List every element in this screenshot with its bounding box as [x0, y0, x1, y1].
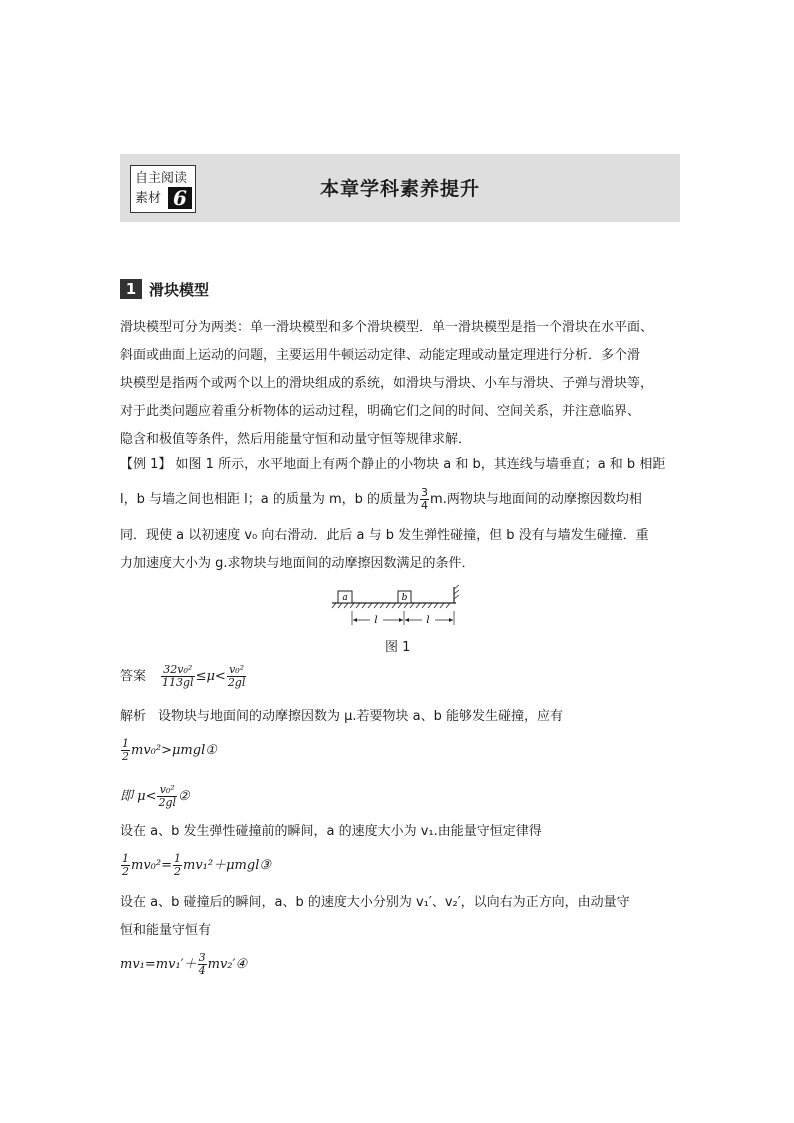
figure-caption: 图 1 [385, 640, 411, 655]
intro-line-5: 隐含和极值等条件，然后用能量守恒和动量守恒等规律求解． [120, 432, 472, 447]
solution-line-2: 设在 a、b 发生弹性碰撞前的瞬间，a 的速度大小为 v₁.由能量守恒定律得 [120, 824, 542, 839]
example-line-4: 力加速度大小为 g.求物块与地面间的动摩擦因数满足的条件． [120, 556, 475, 571]
badge-line-2: 素材 [135, 191, 162, 206]
equation-4: mv₁=mv₁′＋ $\frac{3}{4}$ mv₂′④ [120, 951, 248, 977]
equation-3: $\frac{1}{2}$ mv₀²= $\frac{1}{2}$ mv₁²＋μmgl③ [122, 852, 272, 878]
dimension-left-label: l [374, 615, 378, 626]
figure-1-diagram [328, 585, 462, 631]
answer-fraction-2: $\frac{\text{v₀²}}{2gl}$ [227, 663, 246, 689]
solution-line-3: 设在 a、b 碰撞后的瞬间，a、b 的速度大小分别为 v₁′、v₂′，以向右为正方向，由动量守 [120, 895, 630, 910]
intro-line-1: 滑块模型可分为两类：单一滑块模型和多个滑块模型．单一滑块模型是指一个滑块在水平面、 [120, 320, 654, 335]
solution-line-1 [120, 707, 563, 727]
answer-inequality: ≤μ< [195, 669, 226, 684]
solution-line-4: 恒和能量守恒有 [120, 923, 212, 938]
block-b-label: b [401, 593, 408, 603]
badge-number: 6 [168, 187, 192, 209]
intro-line-3: 块模型是指两个或两个以上的滑块组成的系统，如滑块与滑块、小车与滑块、子弹与滑块等， [120, 376, 654, 391]
example-text-2a: l，b 与墙之间也相距 l；a 的质量为 m，b 的质量为 [120, 492, 420, 507]
answer-fraction-1: $\frac{\text{32v₀²}}{113gl}$ [162, 663, 194, 689]
chapter-title: 本章学科素养提升 [319, 178, 480, 200]
answer-line [120, 664, 247, 689]
solution-label: 解析 [120, 709, 147, 724]
example-text-2b: m.两物块与地面间的动摩擦因数均相 [430, 492, 642, 507]
example-line-1 [120, 455, 665, 475]
section-number: 1 [120, 279, 142, 299]
solution-text-1: 设物块与地面间的动摩擦因数为 μ.若要物块 a、b 能够发生碰撞，应有 [158, 709, 564, 724]
example-line-2 [120, 487, 642, 512]
example-text-1: 如图 1 所示，水平地面上有两个静止的小物块 a 和 b，其连线与墙垂直；a 和 b 相距 [175, 457, 666, 472]
intro-line-4: 对于此类问题应着重分析物体的运动过程，明确它们之间的时间、空间关系，并注意临界、 [120, 404, 641, 419]
section-title: 滑块模型 [149, 281, 210, 299]
example-label: 【例 1】 [120, 457, 172, 472]
example-line-3: 同．现使 a 以初速度 v₀ 向右滑动．此后 a 与 b 发生弹性碰撞，但 b 没有与墙发生碰撞．重 [120, 528, 649, 543]
badge-line-1: 自主阅读 [135, 171, 188, 186]
block-a-label: a [342, 593, 348, 603]
equation-1: $\frac{1}{2}$ mv₀²>μmgl① [122, 737, 217, 763]
mass-fraction: $\frac{3}{4}$ [421, 486, 429, 512]
answer-label: 答案 [120, 669, 147, 684]
intro-line-2: 斜面或曲面上运动的问题，主要运用牛顿运动定律、动能定理或动量定理进行分析．多个滑 [120, 348, 641, 363]
dimension-right-label: l [426, 615, 430, 626]
equation-2: 即 μ< $\frac{\text{v₀²}}{2gl}$ ② [120, 783, 190, 809]
